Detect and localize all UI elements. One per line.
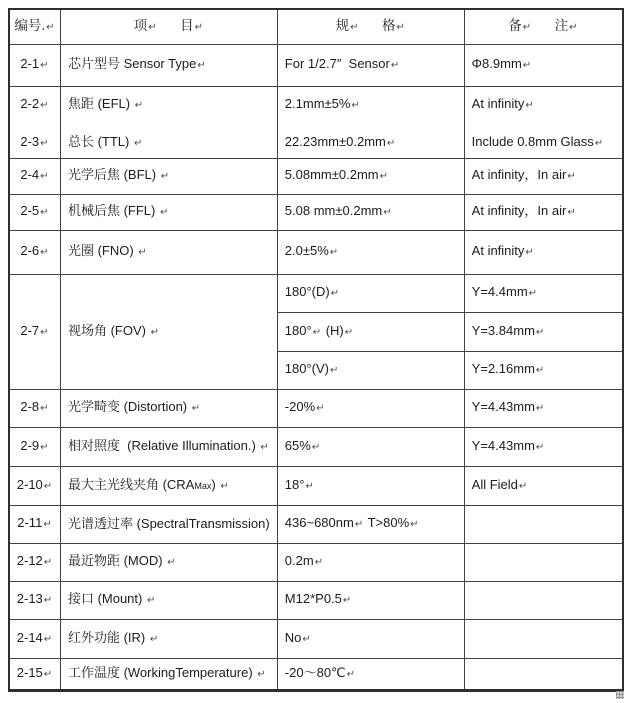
paragraph-mark-icon: ↵ bbox=[312, 326, 322, 338]
table-row bbox=[9, 543, 623, 581]
cell-item[interactable]: 接口 (Mount) ↵ bbox=[60, 581, 277, 619]
table-resize-handle-icon[interactable] bbox=[616, 691, 624, 699]
table-row bbox=[9, 230, 623, 274]
paragraph-mark-icon: ↵ bbox=[43, 519, 52, 530]
cell-item[interactable] bbox=[60, 86, 277, 158]
table-row bbox=[9, 581, 623, 619]
spec-table bbox=[8, 8, 624, 692]
cell-spec[interactable]: 5.08 mm±0.2mm↵ bbox=[277, 194, 464, 230]
paragraph-mark-icon: ↵ bbox=[194, 21, 204, 33]
cell-spec[interactable]: 180°(D)↵ bbox=[277, 274, 464, 312]
paragraph-mark-icon: ↵ bbox=[43, 595, 53, 606]
cell-item[interactable]: 工作温度 (WorkingTemperature) ↵ bbox=[60, 658, 277, 690]
paragraph-mark-icon: ↵ bbox=[522, 60, 532, 71]
paragraph-mark-icon: ↵ bbox=[43, 668, 53, 680]
paragraph-mark-icon: ↵ bbox=[314, 557, 324, 568]
paragraph-mark-icon: ↵ bbox=[535, 441, 545, 453]
paragraph-mark-icon: ↵ bbox=[525, 247, 534, 258]
paragraph-mark-icon: ↵ bbox=[40, 207, 49, 218]
cell-spec[interactable]: For 1/2.7″ Sensor↵ bbox=[277, 44, 464, 86]
cell-note[interactable] bbox=[464, 86, 623, 158]
paragraph-mark-icon: ↵ bbox=[46, 21, 55, 33]
cell-paragraph: 焦距 (EFL) ↵ bbox=[67, 95, 144, 111]
paragraph-mark-icon: ↵ bbox=[159, 207, 169, 218]
paragraph-mark-icon: ↵ bbox=[379, 171, 389, 182]
cell-no[interactable]: 2-1↵ bbox=[9, 44, 60, 86]
cell-no[interactable]: 2-12↵ bbox=[9, 543, 60, 581]
cell-spec[interactable]: 18°↵ bbox=[277, 466, 464, 505]
paragraph-mark-icon: ↵ bbox=[149, 633, 159, 645]
cell-note[interactable]: All Field↵ bbox=[464, 466, 623, 505]
cell-item[interactable]: 机械后焦 (FFL) ↵ bbox=[60, 194, 277, 230]
paragraph-mark-icon: ↵ bbox=[191, 403, 201, 414]
paragraph-mark-icon: ↵ bbox=[40, 326, 49, 338]
paragraph-mark-icon: ↵ bbox=[305, 480, 314, 492]
paragraph-mark-icon: ↵ bbox=[390, 60, 400, 71]
cell-no[interactable]: 2-6↵ bbox=[9, 230, 60, 274]
paragraph-mark-icon: ↵ bbox=[133, 137, 143, 149]
paragraph-mark-icon: ↵ bbox=[302, 633, 311, 645]
table-row bbox=[9, 194, 623, 230]
paragraph-mark-icon: ↵ bbox=[396, 21, 405, 33]
paragraph-mark-icon: ↵ bbox=[167, 557, 176, 568]
paragraph-mark-icon: ↵ bbox=[386, 137, 396, 149]
cell-note[interactable]: At infinity，In air↵ bbox=[464, 194, 623, 230]
cell-note[interactable]: Y=4.43mm↵ bbox=[464, 389, 623, 427]
cell-no[interactable]: 2-14↵ bbox=[9, 619, 60, 658]
cell-paragraph: At infinity↵ bbox=[471, 95, 534, 111]
cell-item[interactable]: 最近物距 (MOD) ↵ bbox=[60, 543, 277, 581]
cell-paragraph: 2.1mm±5%↵ bbox=[284, 95, 360, 111]
cell-item[interactable]: 视场角 (FOV) ↵ bbox=[60, 274, 277, 389]
paragraph-mark-icon: ↵ bbox=[40, 99, 49, 111]
cell-no[interactable]: 2-5↵ bbox=[9, 194, 60, 230]
table-row bbox=[9, 44, 623, 86]
cell-spec[interactable]: 5.08mm±0.2mm↵ bbox=[277, 158, 464, 194]
paragraph-mark-icon: ↵ bbox=[40, 171, 49, 182]
table-row bbox=[9, 389, 623, 427]
paragraph-mark-icon: ↵ bbox=[43, 480, 53, 492]
paragraph-mark-icon: ↵ bbox=[567, 171, 576, 182]
subscript-text: Max bbox=[194, 480, 212, 491]
paragraph-mark-icon: ↵ bbox=[346, 668, 356, 680]
paragraph-mark-icon: ↵ bbox=[40, 403, 49, 414]
cell-no[interactable]: 2-4↵ bbox=[9, 158, 60, 194]
paragraph-mark-icon: ↵ bbox=[260, 441, 269, 453]
paragraph-mark-icon: ↵ bbox=[138, 247, 147, 258]
cell-note[interactable] bbox=[464, 619, 623, 658]
cell-item[interactable]: 光学后焦 (BFL) ↵ bbox=[60, 158, 277, 194]
paragraph-mark-icon: ↵ bbox=[40, 441, 49, 453]
cell-note[interactable] bbox=[464, 581, 623, 619]
cell-spec[interactable]: 65%↵ bbox=[277, 427, 464, 466]
cell-spec[interactable]: 180°↵ (H)↵ bbox=[277, 312, 464, 351]
cell-spec[interactable]: No↵ bbox=[277, 619, 464, 658]
paragraph-mark-icon: ↵ bbox=[40, 137, 49, 149]
cell-spec[interactable] bbox=[277, 86, 464, 158]
table-row bbox=[9, 505, 623, 543]
cell-spec[interactable]: 180°(V)↵ bbox=[277, 351, 464, 389]
paragraph-mark-icon: ↵ bbox=[383, 207, 392, 218]
paragraph-mark-icon: ↵ bbox=[342, 595, 352, 606]
paragraph-mark-icon: ↵ bbox=[197, 60, 206, 71]
paragraph-mark-icon: ↵ bbox=[43, 557, 53, 568]
header-cell-note[interactable]: 备↵ 注↵ bbox=[464, 9, 623, 44]
cell-spec[interactable]: 2.0±5%↵ bbox=[277, 230, 464, 274]
cell-item[interactable]: 光学畸变 (Distortion) ↵ bbox=[60, 389, 277, 427]
paragraph-mark-icon: ↵ bbox=[410, 519, 419, 530]
paragraph-mark-icon: ↵ bbox=[567, 207, 576, 218]
cell-note[interactable]: At infinity，In air↵ bbox=[464, 158, 623, 194]
header-cell-item[interactable]: 项↵ 目↵ bbox=[60, 9, 277, 44]
cell-no[interactable]: 2-11↵ bbox=[9, 505, 60, 543]
header-row bbox=[9, 9, 623, 44]
cell-no[interactable]: 2-9↵ bbox=[9, 427, 60, 466]
paragraph-mark-icon: ↵ bbox=[350, 21, 359, 33]
paragraph-mark-icon: ↵ bbox=[329, 247, 339, 258]
paragraph-mark-icon: ↵ bbox=[351, 99, 360, 111]
cell-note[interactable]: Y=4.43mm↵ bbox=[464, 427, 623, 466]
cell-paragraph: 2-3↵ bbox=[20, 133, 49, 149]
cell-note[interactable]: Y=2.16mm↵ bbox=[464, 351, 623, 389]
cell-no[interactable]: 2-15↵ bbox=[9, 658, 60, 690]
paragraph-mark-icon: ↵ bbox=[525, 99, 534, 111]
cell-paragraph: Include 0.8mm Glass↵ bbox=[471, 133, 604, 149]
paragraph-mark-icon: ↵ bbox=[257, 668, 266, 680]
cell-paragraph: 总长 (TTL) ↵ bbox=[67, 133, 143, 149]
paragraph-mark-icon: ↵ bbox=[569, 21, 578, 33]
table-row bbox=[9, 158, 623, 194]
paragraph-mark-icon: ↵ bbox=[40, 60, 49, 71]
cell-spec[interactable]: 436~680nm↵ T>80%↵ bbox=[277, 505, 464, 543]
table-row bbox=[9, 466, 623, 505]
cell-item[interactable]: 光圈 (FNO) ↵ bbox=[60, 230, 277, 274]
cell-spec[interactable]: -20%↵ bbox=[277, 389, 464, 427]
cell-item[interactable]: 最大主光线夹角 (CRAMax) ↵ bbox=[60, 466, 277, 505]
paragraph-mark-icon: ↵ bbox=[330, 288, 340, 299]
cell-item[interactable]: 芯片型号 Sensor Type↵ bbox=[60, 44, 277, 86]
cell-note[interactable]: At infinity↵ bbox=[464, 230, 623, 274]
paragraph-mark-icon: ↵ bbox=[518, 480, 528, 492]
paragraph-mark-icon: ↵ bbox=[535, 365, 545, 376]
cell-note[interactable] bbox=[464, 505, 623, 543]
paragraph-mark-icon: ↵ bbox=[316, 403, 325, 414]
table-row bbox=[9, 619, 623, 658]
cell-item[interactable]: 相对照度 (Relative Illumination.) ↵ bbox=[60, 427, 277, 466]
cell-note[interactable] bbox=[464, 543, 623, 581]
cell-paragraph: 2-2↵ bbox=[20, 95, 49, 111]
paragraph-mark-icon: ↵ bbox=[160, 171, 170, 182]
cell-no[interactable]: 2-8↵ bbox=[9, 389, 60, 427]
cell-no[interactable] bbox=[9, 86, 60, 158]
paragraph-mark-icon: ↵ bbox=[311, 441, 321, 453]
paragraph-mark-icon: ↵ bbox=[146, 595, 156, 606]
table-row-merged bbox=[9, 86, 623, 158]
cell-spec[interactable]: -20～80℃↵ bbox=[277, 658, 464, 690]
paragraph-mark-icon: ↵ bbox=[220, 480, 229, 492]
cell-paragraph: 22.23mm±0.2mm↵ bbox=[284, 133, 396, 149]
paragraph-mark-icon: ↵ bbox=[528, 288, 538, 299]
paragraph-mark-icon: ↵ bbox=[594, 137, 604, 149]
cell-spec[interactable]: 0.2m↵ bbox=[277, 543, 464, 581]
cell-spec[interactable]: M12*P0.5↵ bbox=[277, 581, 464, 619]
cell-no[interactable]: 2-10↵ bbox=[9, 466, 60, 505]
paragraph-mark-icon: ↵ bbox=[40, 247, 49, 258]
table-row bbox=[9, 658, 623, 690]
cell-note[interactable] bbox=[464, 658, 623, 690]
header-cell-spec[interactable]: 规↵ 格↵ bbox=[277, 9, 464, 44]
paragraph-mark-icon: ↵ bbox=[134, 99, 144, 111]
paragraph-mark-icon: ↵ bbox=[344, 326, 354, 338]
cell-item[interactable]: 红外功能 (IR) ↵ bbox=[60, 619, 277, 658]
paragraph-mark-icon: ↵ bbox=[535, 326, 545, 338]
cell-item[interactable]: 光谱透过率 (SpectralTransmission) bbox=[60, 505, 277, 543]
header-cell-no[interactable]: 编号.↵ bbox=[9, 9, 60, 44]
cell-note[interactable]: Y=3.84mm↵ bbox=[464, 312, 623, 351]
spec-table-body bbox=[9, 9, 623, 690]
paragraph-mark-icon: ↵ bbox=[354, 519, 364, 530]
paragraph-mark-icon: ↵ bbox=[535, 403, 545, 414]
cell-no[interactable]: 2-7↵ bbox=[9, 274, 60, 389]
cell-no[interactable]: 2-13↵ bbox=[9, 581, 60, 619]
paragraph-mark-icon: ↵ bbox=[148, 21, 157, 33]
paragraph-mark-icon: ↵ bbox=[43, 633, 53, 645]
paragraph-mark-icon: ↵ bbox=[330, 365, 339, 376]
paragraph-mark-icon: ↵ bbox=[150, 326, 159, 338]
cell-note[interactable]: Y=4.4mm↵ bbox=[464, 274, 623, 312]
cell-note[interactable]: Φ8.9mm↵ bbox=[464, 44, 623, 86]
table-row bbox=[9, 427, 623, 466]
paragraph-mark-icon: ↵ bbox=[522, 21, 532, 33]
table-row-group bbox=[9, 274, 623, 312]
